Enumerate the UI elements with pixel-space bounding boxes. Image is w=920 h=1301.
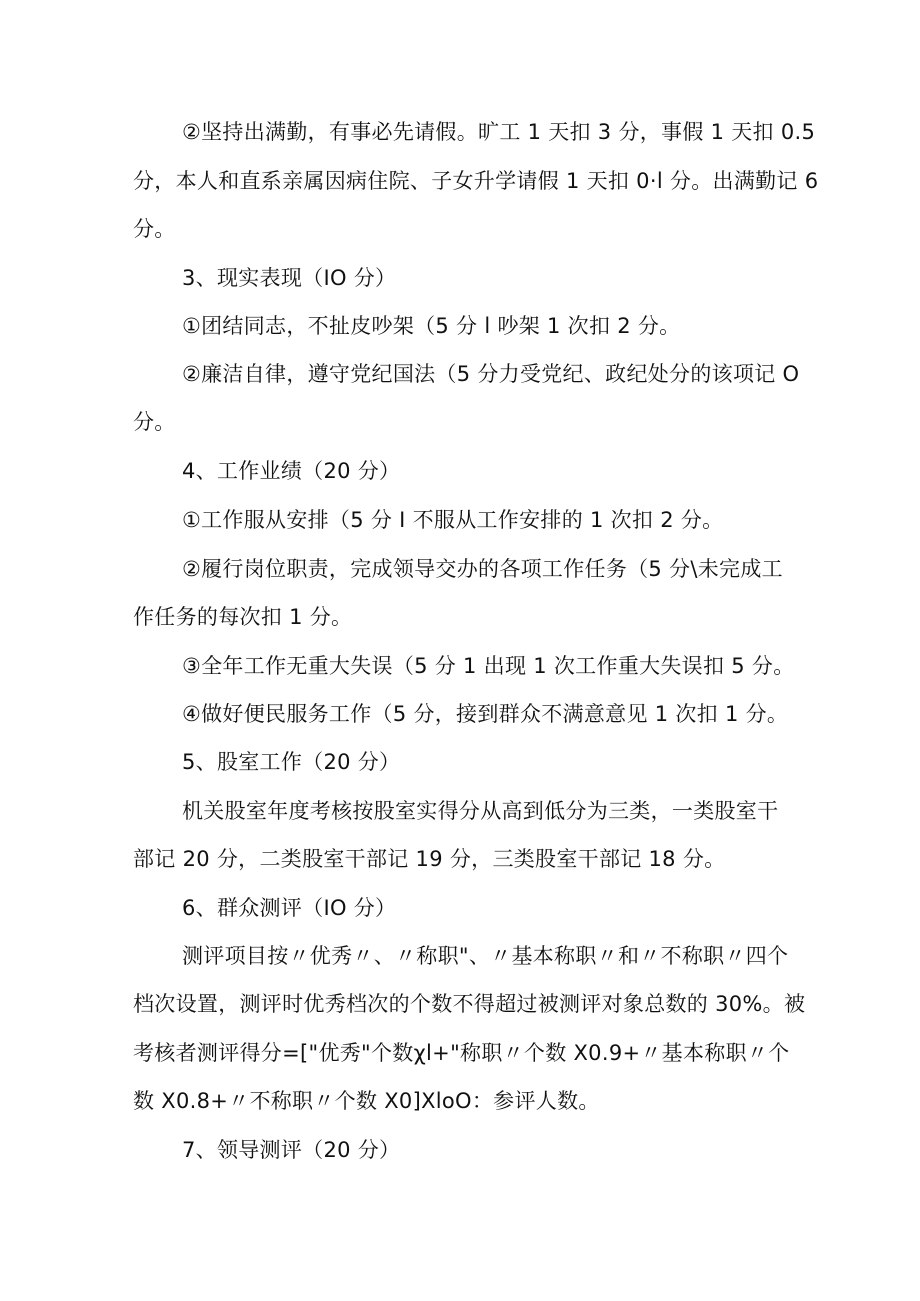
text-line: [0, 350, 920, 398]
line-text: ①团结同志，不扯皮吵架（5 分 l 吵架 1 次扣 2 分。: [182, 314, 681, 338]
section-heading: [0, 254, 920, 302]
text-line: [0, 545, 920, 593]
text-line: [0, 1029, 920, 1077]
section-heading: [0, 1126, 920, 1174]
line-text: ③全年工作无重大失误（5 分 1 出现 1 次工作重大失误扣 5 分。: [182, 654, 795, 678]
line-text: 测评项目按〃优秀〃、〃称职"、〃基本称职〃和〃不称职〃四个: [182, 944, 789, 968]
line-text: ①工作服从安排（5 分 I 不服从工作安排的 1 次扣 2 分。: [182, 508, 724, 532]
text-line: [0, 302, 920, 350]
text-line: [0, 108, 920, 156]
line-text: 分，本人和直系亲属因病住院、子女升学请假 1 天扣 0·l 分。出满勤记 6: [133, 169, 819, 193]
text-line: [0, 157, 920, 205]
line-text: 3、现实表现（IO 分）: [182, 266, 397, 290]
text-line: [0, 593, 920, 641]
line-text: 6、群众测评（IO 分）: [182, 896, 397, 920]
text-line: [0, 980, 920, 1028]
line-text: 机关股室年度考核按股室实得分从高到低分为三类，一类股室干: [182, 799, 779, 823]
text-line: [0, 205, 920, 253]
line-text: 5、股室工作（20 分）: [182, 750, 401, 774]
line-text: ②廉洁自律，遵守党纪国法（5 分力受党纪、政纪处分的该项记 O: [182, 362, 800, 386]
line-text: 7、领导测评（20 分）: [182, 1138, 401, 1162]
text-line: [0, 1077, 920, 1125]
section-heading: [0, 738, 920, 786]
section-heading: [0, 884, 920, 932]
line-text: 部记 20 分，二类股室干部记 19 分，三类股室干部记 18 分。: [133, 847, 726, 871]
line-text: 作任务的每次扣 1 分。: [133, 605, 353, 629]
line-text: 分。: [133, 217, 176, 241]
line-text: 考核者测评得分=["优秀"个数χl+"称职〃个数 X0.9+〃基本称职〃个: [133, 1041, 790, 1065]
line-text: 档次设置，测评时优秀档次的个数不得超过被测评对象总数的 30%。被: [133, 992, 806, 1016]
text-line: [0, 496, 920, 544]
line-text: ④做好便民服务工作（5 分，接到群众不满意意见 1 次扣 1 分。: [182, 702, 789, 726]
line-text: 数 X0.8+〃不称职〃个数 X0]XloO：参评人数。: [133, 1089, 600, 1113]
line-text: ②坚持出满勤，有事必先请假。旷工 1 天扣 3 分，事假 1 天扣 0.5: [182, 120, 816, 144]
text-line: [0, 398, 920, 446]
line-text: ②履行岗位职责，完成领导交办的各项工作任务（5 分\未完成工: [182, 557, 783, 581]
line-text: 4、工作业绩（20 分）: [182, 459, 401, 483]
text-line: [0, 642, 920, 690]
text-line: [0, 787, 920, 835]
text-line: [0, 690, 920, 738]
section-heading: [0, 447, 920, 495]
text-line: [0, 932, 920, 980]
line-text: 分。: [133, 410, 176, 434]
text-line: [0, 835, 920, 883]
